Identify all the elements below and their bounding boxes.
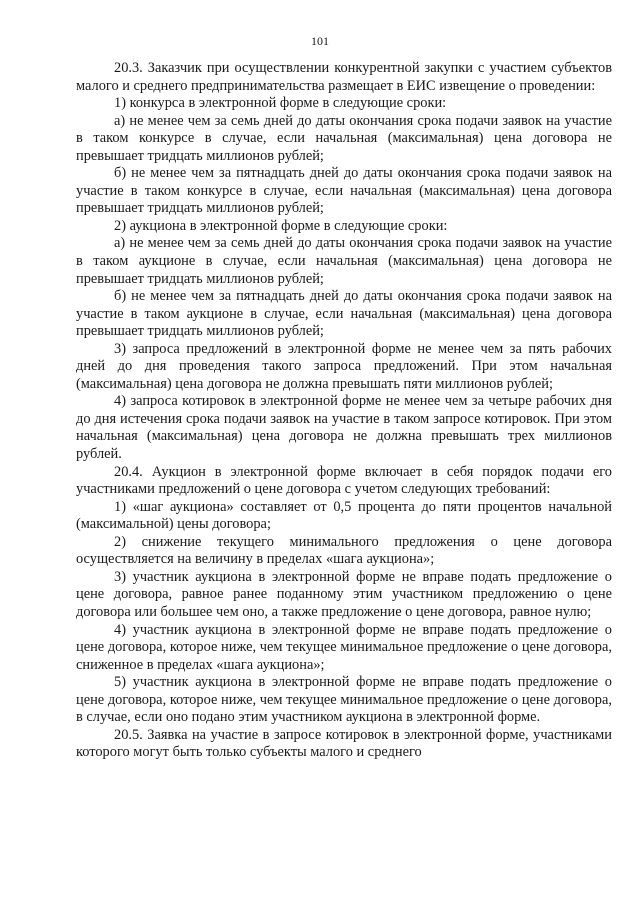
page-number: 101 — [311, 34, 329, 48]
document-body — [76, 60, 612, 762]
paragraph-auction-1: 1) «шаг аукциона» составляет от 0,5 процента до пяти процентов начальной (максимальной) цены договора; — [76, 498, 612, 533]
paragraph-item-4: 4) запроса котировок в электронной форме не менее чем за четыре рабочих дня до дня истечения срока подачи заявок на участие в таком запросе котировок. При этом начальная (максимальная) цена договора не должна превышать трех миллионов рублей. — [76, 393, 612, 463]
paragraph-20-3: 20.3. Заказчик при осуществлении конкурентной закупки с участием субъектов малого и среднего предпринимательства размещает в ЕИС извещение о проведении: — [76, 60, 612, 94]
paragraph-20-5: 20.5. Заявка на участие в запросе котировок в электронной форме, участниками которого могут быть только субъекты малого и среднего — [76, 726, 612, 761]
paragraph-item-1: 1) конкурса в электронной форме в следующие сроки: — [114, 95, 447, 112]
paragraph-item-2: 2) аукциона в электронной форме в следующие сроки: — [114, 217, 448, 234]
paragraph-item-1b: б) не менее чем за пятнадцать дней до даты окончания срока подачи заявок на участие в таком конкурсе в случае, если начальная (максимальная) цена договора превышает тридцать миллионов рублей; — [76, 165, 612, 217]
paragraph-auction-5: 5) участник аукциона в электронной форме не вправе подать предложение о цене договора, которое ниже, чем текущее минимальное предложение о цене договора, в случае, если оно подано этим участником аукциона в электронной форме. — [76, 674, 612, 726]
paragraph-auction-2: 2) снижение текущего минимального предложения о цене договора осуществляется на величину в пределах «шага аукциона»; — [76, 533, 612, 568]
paragraph-item-2a: а) не менее чем за семь дней до даты окончания срока подачи заявок на участие в таком аукционе в случае, если начальная (максимальная) цена договора не превышает тридцать миллионов рублей; — [76, 235, 612, 287]
paragraph-item-3: 3) запроса предложений в электронной форме не менее чем за пять рабочих дней до дня проведения такого запроса предложений. При этом начальная (максимальная) цена договора не должна превышать пяти миллионов рублей; — [76, 340, 612, 392]
paragraph-auction-4: 4) участник аукциона в электронной форме не вправе подать предложение о цене договора, которое ниже, чем текущее минимальное предложение о цене договора, сниженное в пределах «шага аукциона»; — [76, 621, 612, 673]
paragraph-item-1a: а) не менее чем за семь дней до даты окончания срока подачи заявок на участие в таком конкурсе в случае, если начальная (максимальная) цена договора не превышает тридцать миллионов рублей; — [76, 112, 612, 164]
paragraph-auction-3: 3) участник аукциона в электронной форме не вправе подать предложение о цене договора, равное ранее поданному этим участником предложению о цене договора или большее чем оно, а также предложение о цене договора, равное нулю; — [76, 568, 612, 620]
paragraph-item-2b: б) не менее чем за пятнадцать дней до даты окончания срока подачи заявок на участие в таком аукционе в случае, если начальная (максимальная) цена договора превышает тридцать миллионов рублей; — [76, 288, 612, 340]
paragraph-20-4: 20.4. Аукцион в электронной форме включает в себя порядок подачи его участниками предложений о цене договора с учетом следующих требований: — [76, 463, 612, 498]
